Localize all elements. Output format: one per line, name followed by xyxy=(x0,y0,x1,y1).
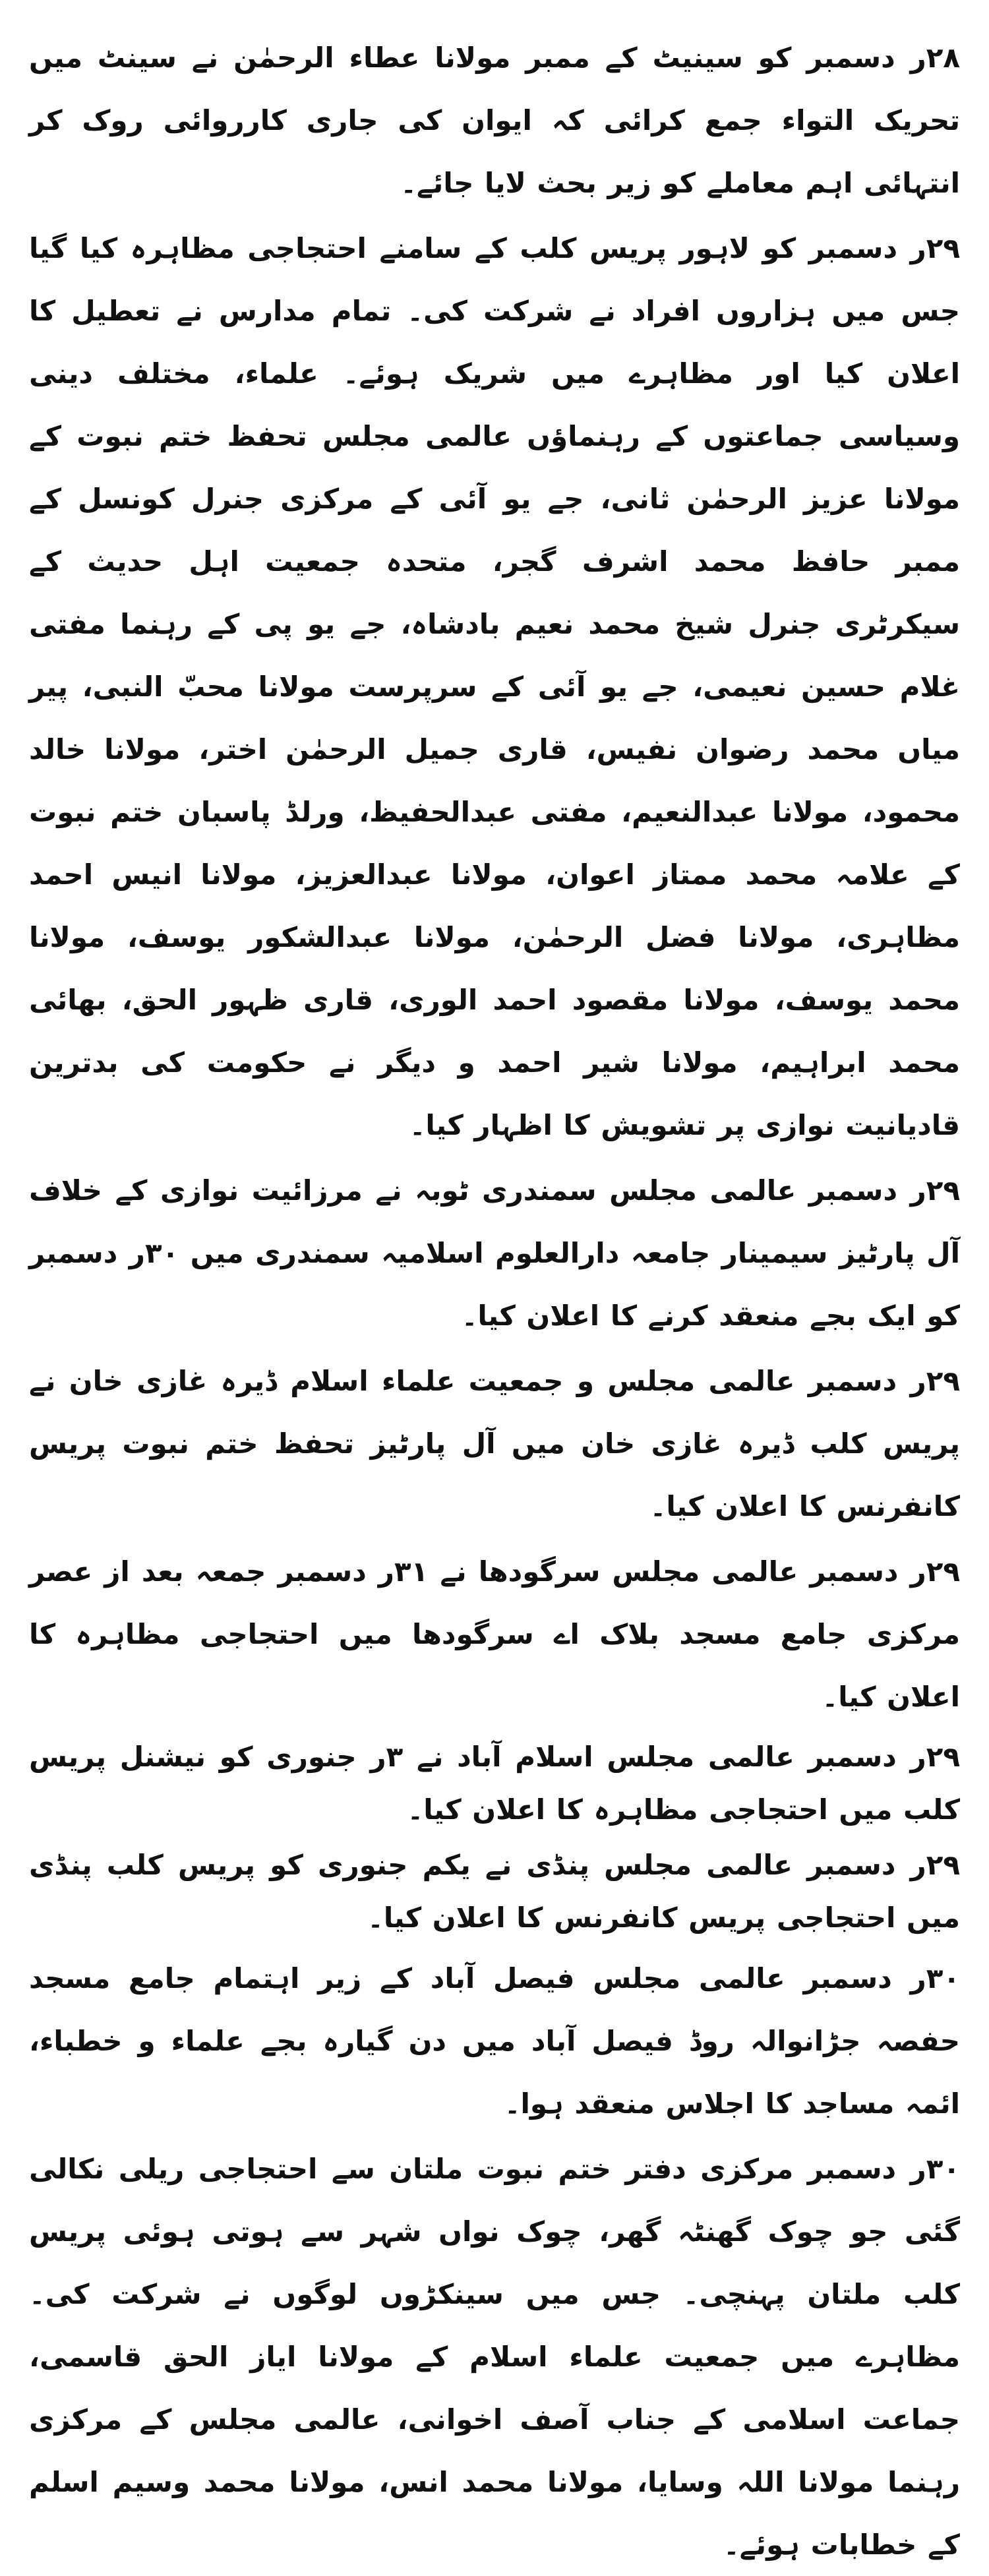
entry-28-dec-senate-motion: ۲۸ر دسمبر کو سینیٹ کے ممبر مولانا عطاء الرحمٰن نے سینٹ میں تحریک التواء جمع کرائی کہ ایوان کی جاری کارروائی روک کر انتہائی اہم معاملے کو زیر بحث لایا جائے۔ xyxy=(29,42,960,199)
entry-30-dec-faisalabad-meeting: ۳۰ر دسمبر عالمی مجلس فیصل آباد کے زیر اہتمام جامع مسجد حفصہ جڑانوالہ روڈ فیصل آباد میں دن گیارہ بجے علماء و خطباء، ائمہ مساجد کا اجلاس منعقد ہوا۔ xyxy=(29,1962,960,2120)
entry-30-dec-multan-rally: ۳۰ر دسمبر مرکزی دفتر ختم نبوت ملتان سے احتجاجی ریلی نکالی گئی جو چوک گھنٹہ گھر، چوک نواں شہر سے ہوتی ہوئی پریس کلب ملتان پہنچی۔ جس میں سینکڑوں لوگوں نے شرکت کی۔ مظاہرے میں جمعیت علماء اسلام کے مولانا ایاز الحق قاسمی، جماعت اسلامی کے جناب آصف اخوانی، عالمی مجلس کے مرکزی رہنما مولانا اللہ وسایا، مولانا محمد انس، مولانا محمد وسیم اسلم کے خطابات ہوئے۔ xyxy=(29,2153,960,2561)
entry-29-dec-sargodha-protest: ۲۹ر دسمبر عالمی مجلس سرگودھا نے ۳۱ر دسمبر جمعہ بعد از عصر مرکزی جامع مسجد بلاک اے سرگودھا میں احتجاجی مظاہرہ کا اعلان کیا۔ xyxy=(29,1555,960,1713)
entry-29-dec-islamabad-protest: ۲۹ر دسمبر عالمی مجلس اسلام آباد نے ۳ر جنوری کو نیشنل پریس کلب میں احتجاجی مظاہرہ کا اعلان کیا۔ xyxy=(29,1741,960,1826)
entry-29-dec-lahore-protest: ۲۹ر دسمبر کو لاہور پریس کلب کے سامنے احتجاجی مظاہرہ کیا گیا جس میں ہزاروں افراد نے شرکت کی۔ تمام مدارس نے تعطیل کا اعلان کیا اور مظاہرے میں شریک ہوئے۔ علماء، مختلف دینی وسیاسی جماعتوں کے رہنماؤں عالمی مجلس تحفظ ختم نبوت کے مولانا عزیز الرحمٰن ثانی، جے یو آئی کے مرکزی جنرل کونسل کے ممبر حافظ محمد اشرف گجر، متحدہ جمعیت اہل حدیث کے سیکرٹری جنرل شیخ محمد نعیم بادشاہ، جے یو پی کے رہنما مفتی غلام حسین نعیمی، جے یو آئی کے سرپرست مولانا محبّ النبی، پیر میاں محمد رضوان نفیس، قاری جمیل الرحمٰن اختر، مولانا خالد محمود، مولانا عبدالنعیم، مفتی عبدالحفیظ، ورلڈ پاسبان ختم نبوت کے علامہ محمد ممتاز اعوان، مولانا عبدالعزیز، مولانا انیس احمد مظاہری، مولانا فضل الرحمٰن، مولانا عبدالشکور یوسف، مولانا محمد یوسف، مولانا مقصود احمد الوری، قاری ظہور الحق، بھائی محمد ابراہیم، مولانا شیر احمد و دیگر نے حکومت کی بدترین قادیانیت نوازی پر تشویش کا اظہار کیا۔ xyxy=(29,232,960,1141)
entry-29-dec-pindi-press-conference: ۲۹ر دسمبر عالمی مجلس پنڈی نے یکم جنوری کو پریس کلب پنڈی میں احتجاجی پریس کانفرنس کا اعلان کیا۔ xyxy=(29,1849,960,1934)
entry-29-dec-dg-khan-press-conference: ۲۹ر دسمبر عالمی مجلس و جمعیت علماء اسلام ڈیرہ غازی خان نے پریس کلب ڈیرہ غازی خان میں آل پارٹیز تحفظ ختم نبوت پریس کانفرنس کا اعلان کیا۔ xyxy=(29,1365,960,1522)
entry-29-dec-samundri-seminar: ۲۹ر دسمبر عالمی مجلس سمندری ٹوبہ نے مرزائیت نوازی کے خلاف آل پارٹیز سیمینار جامعہ دارالعلوم اسلامیہ سمندری میں ۳۰ر دسمبر کو ایک بجے منعقد کرنے کا اعلان کیا۔ xyxy=(29,1174,960,1332)
